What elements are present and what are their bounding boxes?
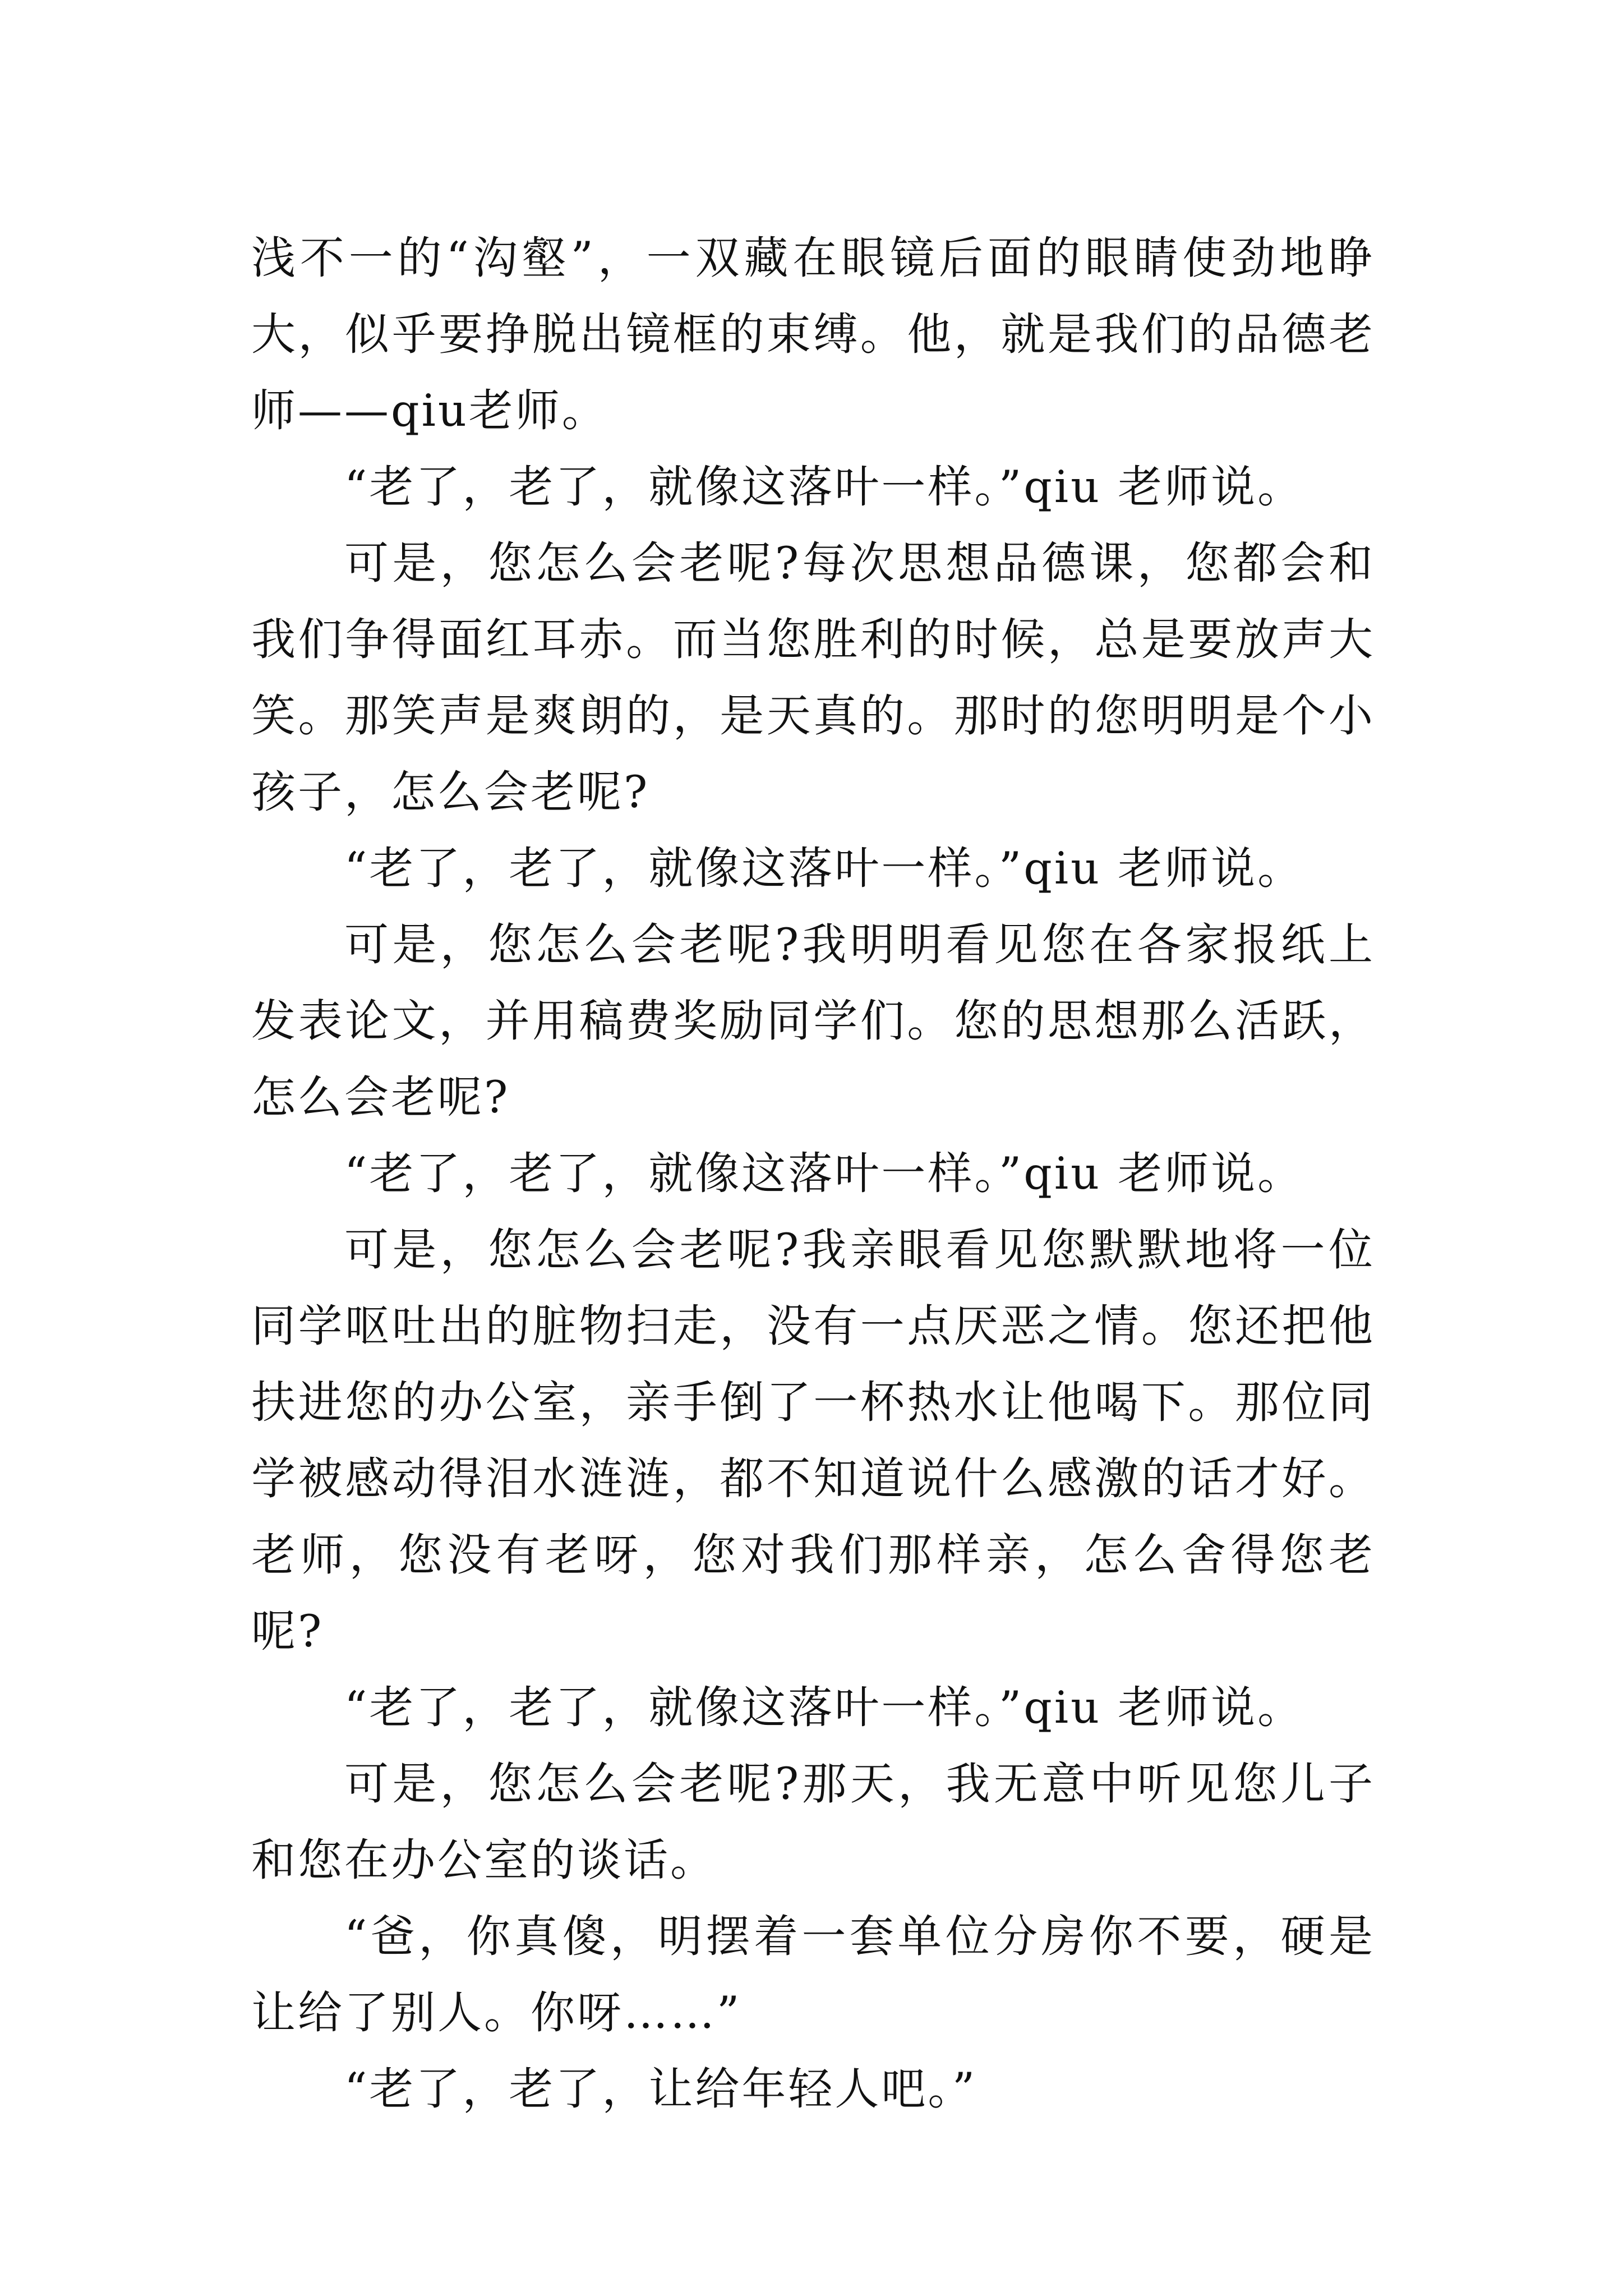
paragraph-1: 浅不一的“沟壑”，一双藏在眼镜后面的眼睛使劲地睁大，似乎要挣脱出镜框的束缚。他，就是我们的品德老师——qiu老师。 <box>251 232 1375 436</box>
paragraph-4: “老了，老了，就像这落叶一样。”qiu 老师说。 <box>344 843 1304 894</box>
paragraph-6: “老了，老了，就像这落叶一样。”qiu 老师说。 <box>344 1148 1304 1199</box>
paragraph-3: 可是，您怎么会老呢?每次思想品德课，您都会和我们争得面红耳赤。而当您胜利的时候，总是要放声大笑。那笑声是爽朗的，是天真的。那时的您明明是个小孩子，怎么会老呢? <box>251 537 1375 818</box>
paragraph-10: “爸，你真傻，明摆着一套单位分房你不要，硬是让给了别人。你呀……” <box>251 1911 1375 2039</box>
document-body <box>251 220 1375 2127</box>
paragraph-9: 可是，您怎么会老呢?那天，我无意中听见您儿子和您在办公室的谈话。 <box>251 1758 1375 1886</box>
paragraph-2: “老了，老了，就像这落叶一样。”qiu 老师说。 <box>344 461 1304 513</box>
paragraph-11: “老了，老了，让给年轻人吧。” <box>344 2063 978 2115</box>
paragraph-8: “老了，老了，就像这落叶一样。”qiu 老师说。 <box>344 1682 1304 1733</box>
paragraph-5: 可是，您怎么会老呢?我明明看见您在各家报纸上发表论文，并用稿费奖励同学们。您的思想那么活跃，怎么会老呢? <box>251 919 1375 1123</box>
paragraph-7: 可是，您怎么会老呢?我亲眼看见您默默地将一位同学呕吐出的脏物扫走，没有一点厌恶之情。您还把他扶进您的办公室，亲手倒了一杯热水让他喝下。那位同学被感动得泪水涟涟，都不知道说什么感激的话才好。老师，您没有老呀，您对我们那样亲，怎么舍得您老呢? <box>251 1224 1375 1657</box>
